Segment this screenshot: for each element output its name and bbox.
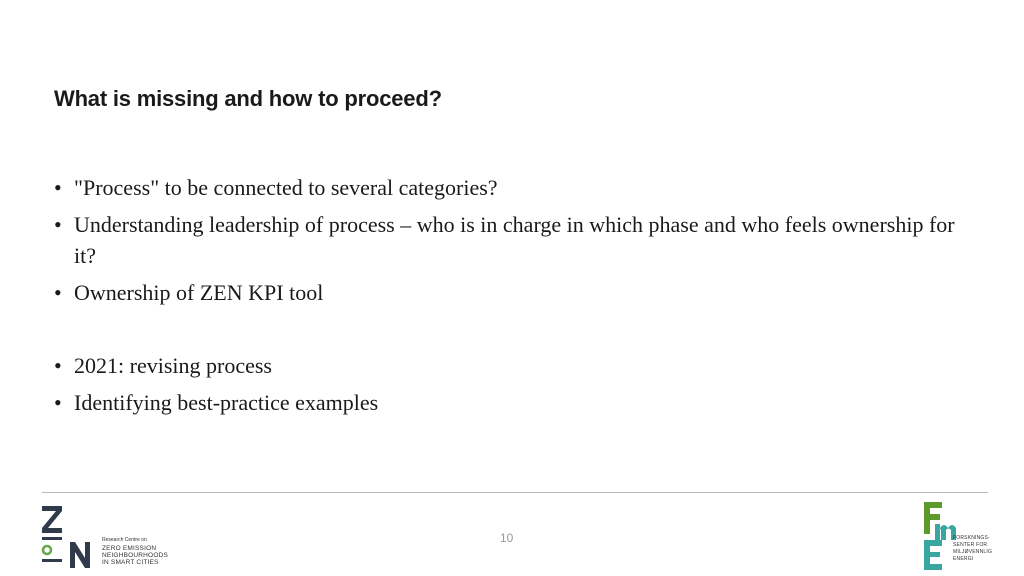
bullet-text: 2021: revising process (74, 353, 272, 378)
zen-logo-n-mark (70, 542, 90, 568)
bullet-dot: • (54, 212, 62, 237)
zen-logo-caption (102, 537, 168, 566)
bullet-text: Identifying best-practice examples (74, 390, 379, 415)
bullet-dot: • (54, 390, 62, 415)
bullet-text: Ownership of ZEN KPI tool (74, 280, 324, 305)
bullet-list (54, 172, 974, 424)
bullet-text: Understanding leadership of process – who is in charge in which phase and who feels ownership for it? (74, 212, 955, 268)
zen-caption-line: IN SMART CITIES (102, 559, 159, 566)
list-item (54, 350, 974, 381)
list-item (54, 277, 974, 308)
list-item (54, 209, 974, 271)
footer-divider (42, 492, 988, 493)
fme-caption-line: MILJØVENNLIG (953, 549, 993, 555)
bullet-dot: • (54, 353, 62, 378)
fme-caption-line: ENERGI (953, 556, 974, 562)
bullet-dot: • (54, 175, 62, 200)
bullet-dot: • (54, 280, 62, 305)
fme-logo-caption (953, 535, 992, 563)
list-item (54, 387, 974, 418)
fme-logo-e-mark (924, 540, 942, 570)
zen-caption-line: ZERO EMISSION (102, 545, 157, 552)
bullet-text: "Process" to be connected to several categories? (74, 175, 498, 200)
zen-logo-z-mark (42, 506, 62, 533)
zen-logo-e-bar (42, 559, 62, 562)
fme-caption-line: FORSKNINGS- (953, 535, 990, 541)
page-number: 10 (500, 531, 514, 545)
slide-title: What is missing and how to proceed? (54, 86, 442, 111)
bullet-gap (54, 314, 974, 350)
fme-caption-line: SENTER FOR (953, 542, 988, 548)
list-item (54, 172, 974, 203)
zen-caption-small: Research Centre on (102, 537, 147, 543)
zen-logo-e-bar (42, 537, 62, 540)
zen-caption-line: NEIGHBOURHOODS (102, 552, 169, 559)
zen-logo-circle-mark (43, 546, 51, 554)
